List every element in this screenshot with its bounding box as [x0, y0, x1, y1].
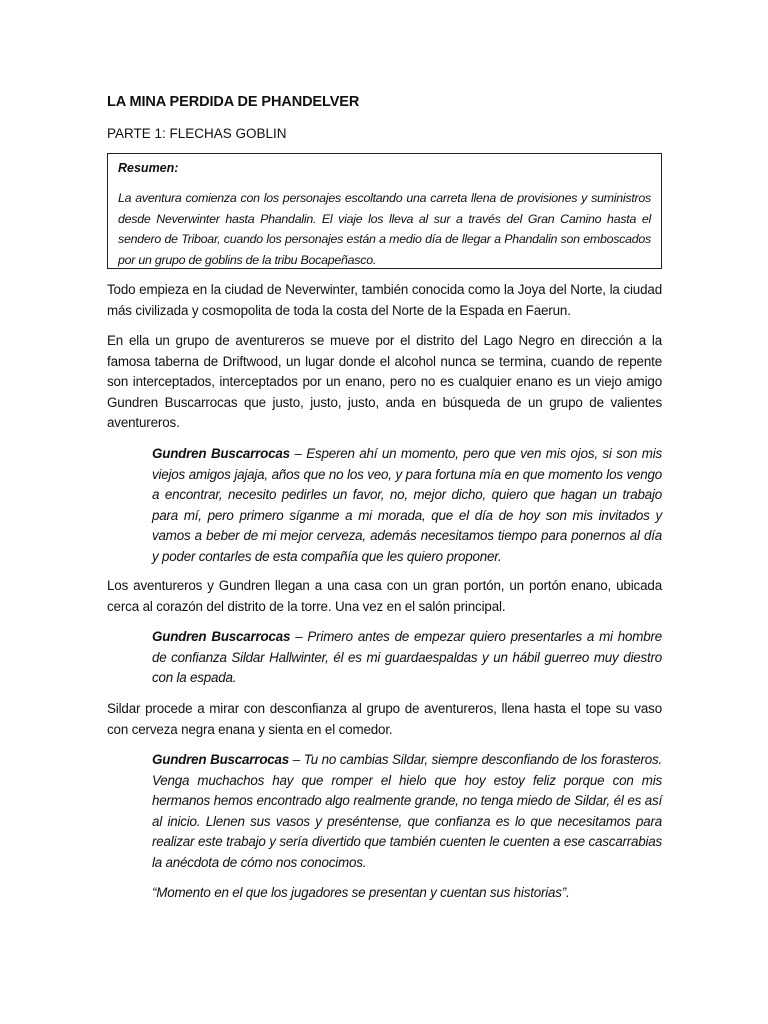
part-heading: PARTE 1: FLECHAS GOBLIN [107, 126, 287, 141]
quote-text: – Tu no cambias Sildar, siempre desconfiando de los forasteros. Venga muchachos hay que romper el hielo que hoy estoy feliz porque con mis hermanos hemos encontrado algo realmente grande, no tenga miedo de Sildar, él es así al inicio. Llenen sus vasos y preséntense, que confianza es lo que necesitamos para realizar este trabajo y sería divertido que también cuenten le cuenten a ese cascarrabias la anécdota de cómo nos conocimos. [152, 752, 662, 870]
paragraph-casa-porton: Los aventureros y Gundren llegan a una casa con un gran portón, un portón enano, ubicada cerca al corazón del distrito de la torre. Una vez en el salón principal. [107, 578, 662, 614]
quote-text: – Primero antes de empezar quiero presentarles a mi hombre de confianza Sildar Hallwinter, él es mi guardaespaldas y un hábil guerreo muy diestro con la espada. [152, 629, 662, 686]
summary-box [107, 153, 662, 269]
quote-speaker: Gundren Buscarrocas [152, 446, 290, 461]
paragraph-lago-negro: En ella un grupo de aventureros se mueve por el distrito del Lago Negro en dirección a la famosa taberna de Driftwood, un lugar donde el alcohol nunca se termina, cuando de repente son interceptados, interceptados por un enano, pero no es cualquier enano es un viejo amigo Gundren Buscarrocas que justo, justo, justo, anda en búsqueda de un grupo de valientes aventureros. [107, 333, 662, 431]
quote-speaker: Gundren Buscarrocas [152, 629, 291, 644]
summary-text: La aventura comienza con los personajes escoltando una carreta llena de provisiones y suministros desde Neverwinter hasta Phandalin. El viaje los lleva al sur a través del Gran Camino hasta el sendero de Triboar, cuando los personajes están a medio día de llegar a Phandalin son emboscados por un grupo de goblins de la tribu Bocapeñasco. [118, 191, 651, 267]
document-title: LA MINA PERDIDA DE PHANDELVER [107, 94, 360, 110]
dialogue-quote [152, 627, 662, 689]
dialogue-quote [152, 444, 662, 568]
summary-heading: Resumen: [118, 161, 179, 175]
quote-speaker: Gundren Buscarrocas [152, 752, 290, 767]
quote-text: – Esperen ahí un momento, pero que ven mis ojos, si son mis viejos amigos jajaja, años que no los veo, y para fortuna mía en que momento los vengo a encontrar, necesito pedirles un favor, no, mejor dicho, quiero que hagan un trabajo para mí, pero primero síganme a mi morada, que el día de hoy son mis invitados y vamos a beber de mi mejor cerveza, además necesitamos tiempo para ponernos al día y poder contarles de esta compañía que les quiero proponer. [152, 446, 662, 564]
paragraph-neverwinter: Todo empieza en la ciudad de Neverwinter, también conocida como la Joya del Norte, la ciudad más civilizada y cosmopolita de toda la costa del Norte de la Espada en Faerun. [107, 282, 662, 318]
narrator-note: “Momento en el que los jugadores se presentan y cuentan sus historias”. [152, 885, 570, 900]
paragraph-sildar: Sildar procede a mirar con desconfianza al grupo de aventureros, llena hasta el tope su vaso con cerveza negra enana y sienta en el comedor. [107, 701, 662, 737]
dialogue-quote [152, 750, 662, 874]
